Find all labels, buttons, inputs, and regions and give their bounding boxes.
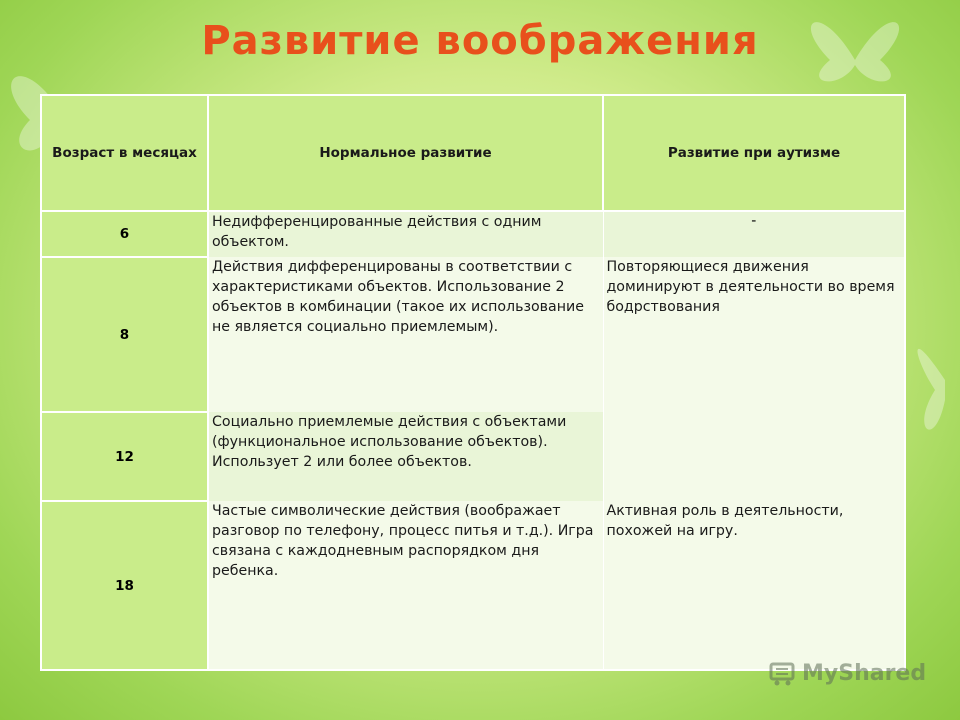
normal-cell: Частые символические действия (воображает разговор по телефону, процесс питья и т.д.). Игра связана с каждодневным распорядком дня ребенка. [208,501,603,670]
header-age: Возраст в месяцах [41,95,208,211]
table-row [41,257,905,412]
autism-cell: Повторяющиеся движения доминируют в деятельности во время бодрствования [603,257,905,501]
watermark-text: MyShared [802,660,927,686]
table-row [41,501,905,670]
age-cell: 8 [41,257,208,412]
shop-cart-icon [768,658,798,688]
age-cell: 6 [41,211,208,257]
normal-cell: Недифференцированные действия с одним объектом. [208,211,603,257]
butterfly-decoration-right-icon [905,300,960,460]
normal-cell: Действия дифференцированы в соответствии с характеристиками объектов. Использование 2 объектов в комбинации (такое их использование не является социально приемлемым). [208,257,603,412]
development-table [40,94,906,671]
table-row [41,211,905,257]
normal-cell [208,412,603,501]
age-cell: 18 [41,501,208,670]
header-autism: Развитие при аутизме [603,95,905,211]
autism-cell: Активная роль в деятельности, похожей на игру. [603,501,905,670]
normal-line: Использует 2 или более объектов. [212,454,472,470]
autism-cell: - [603,211,905,257]
slide-title: Развитие воображения [201,18,759,64]
header-normal: Нормальное развитие [208,95,603,211]
watermark [768,656,926,690]
age-cell: 12 [41,412,208,501]
table-header-row [41,95,905,211]
normal-line: Социально приемлемые действия с объектами (функциональное использование объектов). [212,414,567,450]
